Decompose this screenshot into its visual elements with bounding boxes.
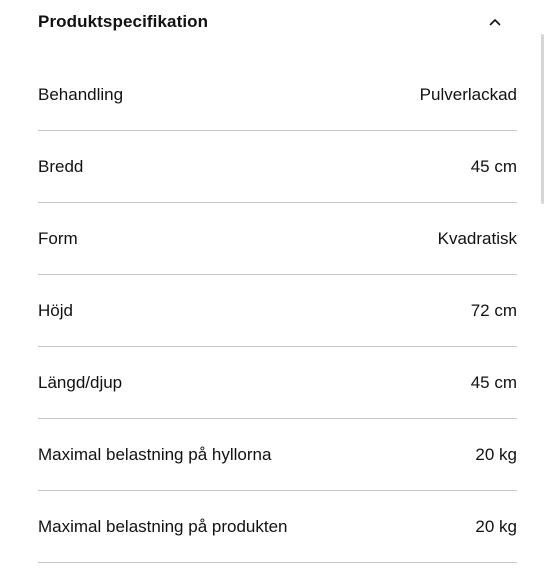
spec-value: 45 cm: [470, 372, 517, 392]
spec-value: 20 kg: [475, 444, 517, 464]
spec-value: 20 kg: [475, 516, 517, 536]
spec-label: Längd/djup: [38, 372, 123, 392]
spec-label: Behandling: [38, 84, 124, 104]
spec-row-max-load-shelves: [38, 419, 517, 491]
section-title: Produktspecifikation: [38, 12, 209, 31]
spec-value: Kvadratisk: [437, 228, 517, 248]
spec-value: 72 cm: [470, 300, 517, 320]
scrollbar[interactable]: [541, 34, 544, 204]
spec-label: Maximal belastning på produkten: [38, 516, 288, 536]
spec-value: Pulverlackad: [419, 84, 517, 104]
spec-label: Höjd: [38, 300, 73, 320]
spec-row-max-load-product: [38, 491, 517, 563]
spec-row-bredd: [38, 131, 517, 203]
spec-label: Form: [38, 228, 78, 248]
spec-label: Bredd: [38, 156, 84, 176]
chevron-up-icon[interactable]: [481, 8, 509, 36]
spec-row-behandling: [38, 59, 517, 131]
spec-section-header[interactable]: [38, 0, 517, 44]
spec-row-langd-djup: [38, 347, 517, 419]
spec-list: [38, 59, 517, 563]
spec-row-form: [38, 203, 517, 275]
spec-label: Maximal belastning på hyllorna: [38, 444, 272, 464]
spec-row-hojd: [38, 275, 517, 347]
spec-value: 45 cm: [470, 156, 517, 176]
